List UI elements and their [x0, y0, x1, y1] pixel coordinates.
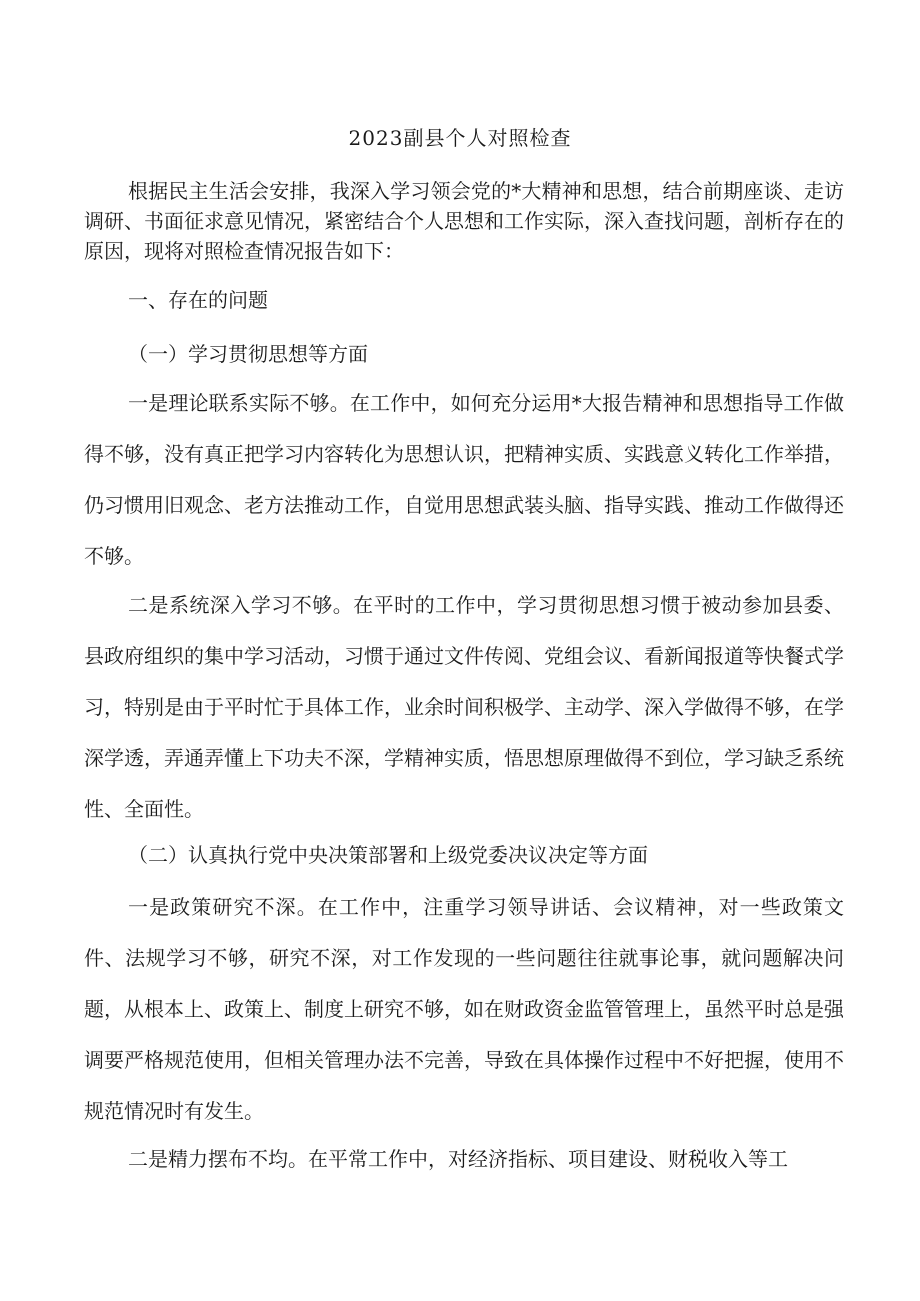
- section-heading-problems: 一、存在的问题: [128, 288, 268, 312]
- subsection-heading-execution: （二）认真执行党中央决策部署和上级党委决议决定等方面: [128, 843, 648, 867]
- paragraph-systematic-study: 二是系统深入学习不够。在平时的工作中，学习贯彻思想习惯于被动参加县委、县政府组织的集中学习活动，习惯于通过文件传阅、党组会议、看新闻报道等快餐式学习，特别是由于平时忙于具体工作，业余时间积极学、主动学、深入学做得不够，在学深学透，弄通弄懂上下功夫不深，学精神实质，悟思想原理做得不到位，学习缺乏系统性、全面性。: [84, 593, 844, 821]
- paragraph-policy-research: 一是政策研究不深。在工作中，注重学习领导讲话、会议精神，对一些政策文件、法规学习不够，研究不深，对工作发现的一些问题往往就事论事，就问题解决问题，从根本上、政策上、制度上研究不够，如在财政资金监管管理上，虽然平时总是强调要严格规范使用，但相关管理办法不完善，导致在具体操作过程中不好把握，使用不规范情况时有发生。: [84, 895, 844, 1123]
- subsection-heading-study: （一）学习贯彻思想等方面: [128, 342, 368, 366]
- paragraph-theory-practice: 一是理论联系实际不够。在工作中，如何充分运用*大报告精神和思想指导工作做得不够，没有真正把学习内容转化为思想认识，把精神实质、实践意义转化工作举措，仍习惯用旧观念、老方法推动工作，自觉用思想武装头脑、指导实践、推动工作做得还不够。: [84, 391, 844, 568]
- intro-paragraph: 根据民主生活会安排，我深入学习领会党的*大精神和思想，结合前期座谈、走访调研、书面征求意见情况，紧密结合个人思想和工作实际，深入查找问题，剖析存在的原因，现将对照检查情况报告如下：: [84, 179, 844, 263]
- paragraph-energy-allocation: 二是精力摆布不均。在平常工作中，对经济指标、项目建设、财税收入等工: [128, 1147, 788, 1171]
- document-title: 2023副县个人对照检查: [348, 126, 572, 150]
